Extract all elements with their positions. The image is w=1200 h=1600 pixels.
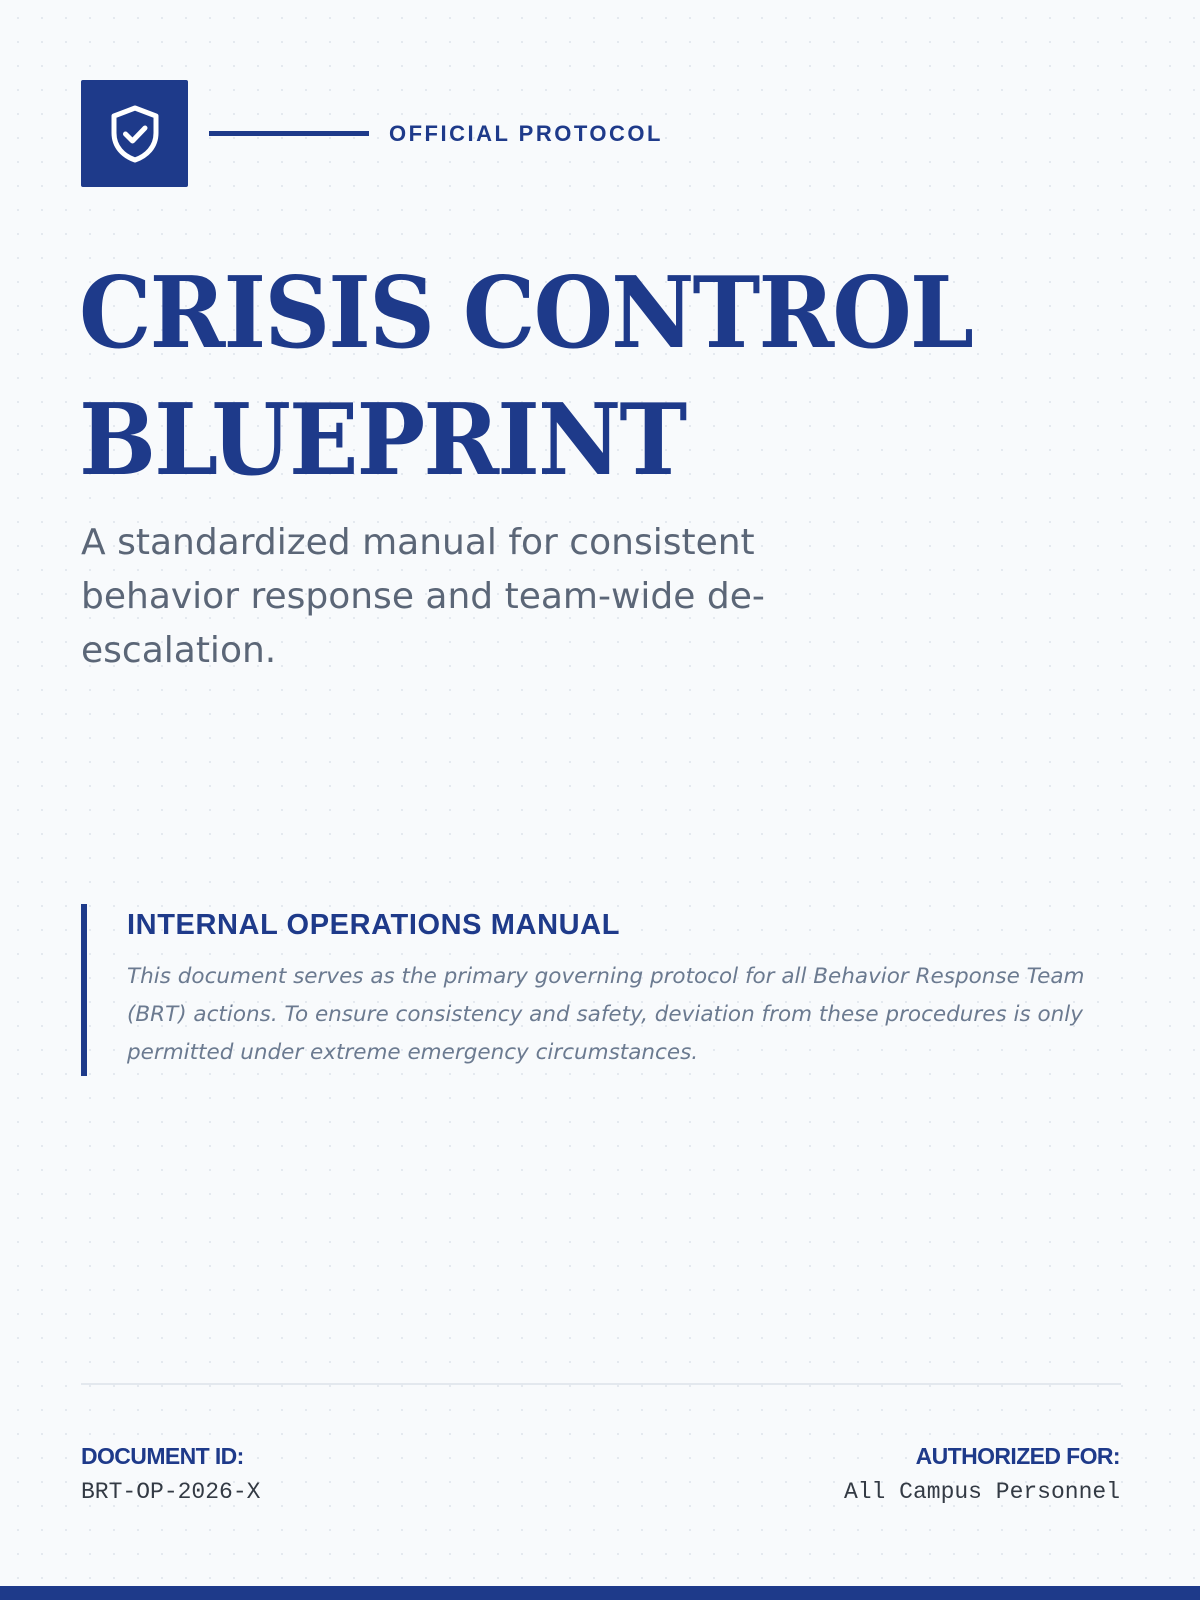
document-id-label: DOCUMENT ID: <box>81 1443 244 1469</box>
shield-check-icon <box>107 103 163 165</box>
document-title <box>79 250 972 504</box>
document-id-value: BRT-OP-2026-X <box>81 1479 261 1505</box>
callout-body: This document serves as the primary governing protocol for all Behavior Response Team (BRT) actions. To ensure consistency and safety, deviation from these procedures is only permitted under extreme emergency circumstances. <box>127 964 1085 1065</box>
footer-divider <box>81 1383 1121 1385</box>
header-divider <box>209 131 369 136</box>
document-id-block <box>81 1442 260 1506</box>
authorized-for-label: AUTHORIZED FOR: <box>915 1443 1120 1469</box>
logo <box>81 80 188 187</box>
title-line-2: BLUEPRINT <box>79 383 686 498</box>
title-line-1: CRISIS CONTROL <box>79 256 973 371</box>
bottom-accent-bar <box>0 1586 1200 1600</box>
authorized-for-value: All Campus Personnel <box>843 1479 1120 1505</box>
authorized-for-block <box>844 1442 1120 1506</box>
document-subtitle: A standardized manual for consistent behavior response and team-wide de-escalation. <box>81 522 765 671</box>
header <box>81 80 663 187</box>
protocol-label: OFFICIAL PROTOCOL <box>389 120 663 146</box>
manual-callout <box>81 904 1121 1076</box>
callout-heading: INTERNAL OPERATIONS MANUAL <box>127 909 621 941</box>
